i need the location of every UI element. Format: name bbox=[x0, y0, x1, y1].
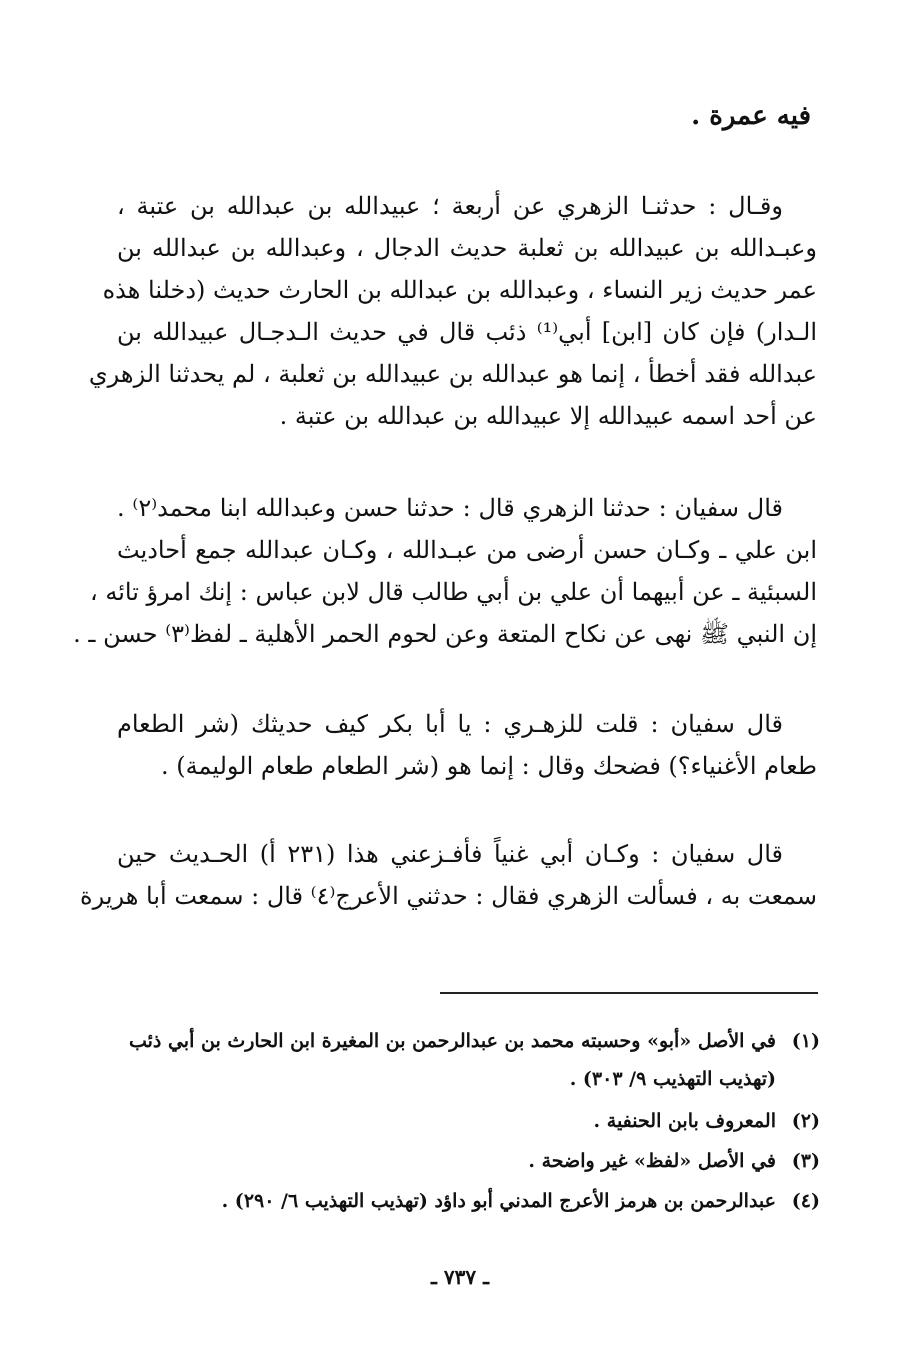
footnote-2-text: المعروف بابن الحنفية . bbox=[593, 1110, 776, 1132]
footnote-1-number: (١) bbox=[791, 1030, 820, 1052]
paragraph-1-line-3: عمر حديث زير النساء ، وعبدالله بن عبدالله بن الحارث حديث (دخلنا هذه bbox=[102, 276, 817, 304]
paragraph-2-line-4: إن النبي ﷺ نهى عن نكاح المتعة وعن لحوم الحمر الأهلية ـ لفظ⁽٣⁾ حسن ـ . bbox=[73, 620, 817, 648]
paragraph-2-line-1: قال سفيان : حدثنا الزهري قال : حدثنا حسن وعبدالله ابنا محمد⁽٢⁾ . bbox=[117, 494, 783, 522]
footnote-3 bbox=[110, 1144, 820, 1178]
paragraph-2-line-2: ابن علي ـ وكـان حسن أرضى من عبـدالله ، وكـان عبدالله جمع أحاديث bbox=[117, 536, 817, 564]
footnote-1 bbox=[110, 1024, 820, 1058]
paragraph-1-line-4: الـدار) فإن كان [ابن] أبي⁽¹⁾ ذئب قال في حديث الـدجـال عبيدالله بن bbox=[117, 318, 818, 346]
paragraph-3-line-2: طعام الأغنياء؟) فضحك وقال : إنما هو (شر الطعام طعام الوليمة) . bbox=[160, 752, 817, 780]
paragraph-4-line-2: سمعت به ، فسألت الزهري فقال : حدثني الأعرج⁽٤⁾ قال : سمعت أبا هريرة bbox=[80, 882, 817, 910]
page-number: ـ ٧٣٧ ـ bbox=[431, 1265, 489, 1289]
footnote-1-text: في الأصل «أبو» وحسبته محمد بن عبدالرحمن بن المغيرة ابن الحارث بن أبي ذئب bbox=[128, 1030, 776, 1052]
paragraph-1-line-1: وقـال : حدثنـا الزهري عن أربعة ؛ عبيدالله بن عبدالله بن عتبة ، bbox=[117, 192, 783, 220]
footnote-2-number: (٢) bbox=[791, 1110, 820, 1132]
paragraph-1-line-6: عن أحد اسمه عبيدالله إلا عبيدالله بن عبدالله بن عتبة . bbox=[279, 402, 817, 430]
paragraph-1-line-5: عبدالله فقد أخطأ ، إنما هو عبدالله بن عبيدالله بن ثعلبة ، لم يحدثنا الزهري bbox=[88, 360, 817, 388]
footnote-1-continuation: (تهذيب التهذيب ٩/ ٣٠٣) . bbox=[569, 1068, 776, 1090]
footnote-2 bbox=[110, 1104, 820, 1138]
footnote-separator bbox=[440, 992, 818, 994]
opening-line: فيه عمرة . bbox=[691, 101, 811, 131]
footnote-3-number: (٣) bbox=[791, 1150, 820, 1172]
footnote-3-text: في الأصل «لفظ» غير واضحة . bbox=[528, 1150, 776, 1172]
paragraph-3-line-1: قال سفيان : قلت للزهـري : يا أبا بكر كيف حديثك (شر الطعام bbox=[117, 710, 783, 738]
footnote-4-text: عبدالرحمن بن هرمز الأعرج المدني أبو داؤد (تهذيب التهذيب ٦/ ٢٩٠) . bbox=[221, 1190, 776, 1212]
footnote-4-number: (٤) bbox=[791, 1190, 820, 1212]
paragraph-1-line-2: وعبـدالله بن عبيدالله بن ثعلبة حديث الدجال ، وعبدالله بن عبدالله بن bbox=[117, 234, 817, 262]
paragraph-2-line-3: السبئية ـ عن أبيهما أن علي بن أبي طالب قال لابن عباس : إنك امرؤ تائه ، bbox=[90, 578, 817, 606]
footnote-4 bbox=[110, 1184, 820, 1218]
paragraph-4-line-1: قال سفيان : وكـان أبي غنياً فأفـزعني هذا (٢٣١ أ) الحـديث حين bbox=[117, 840, 783, 868]
